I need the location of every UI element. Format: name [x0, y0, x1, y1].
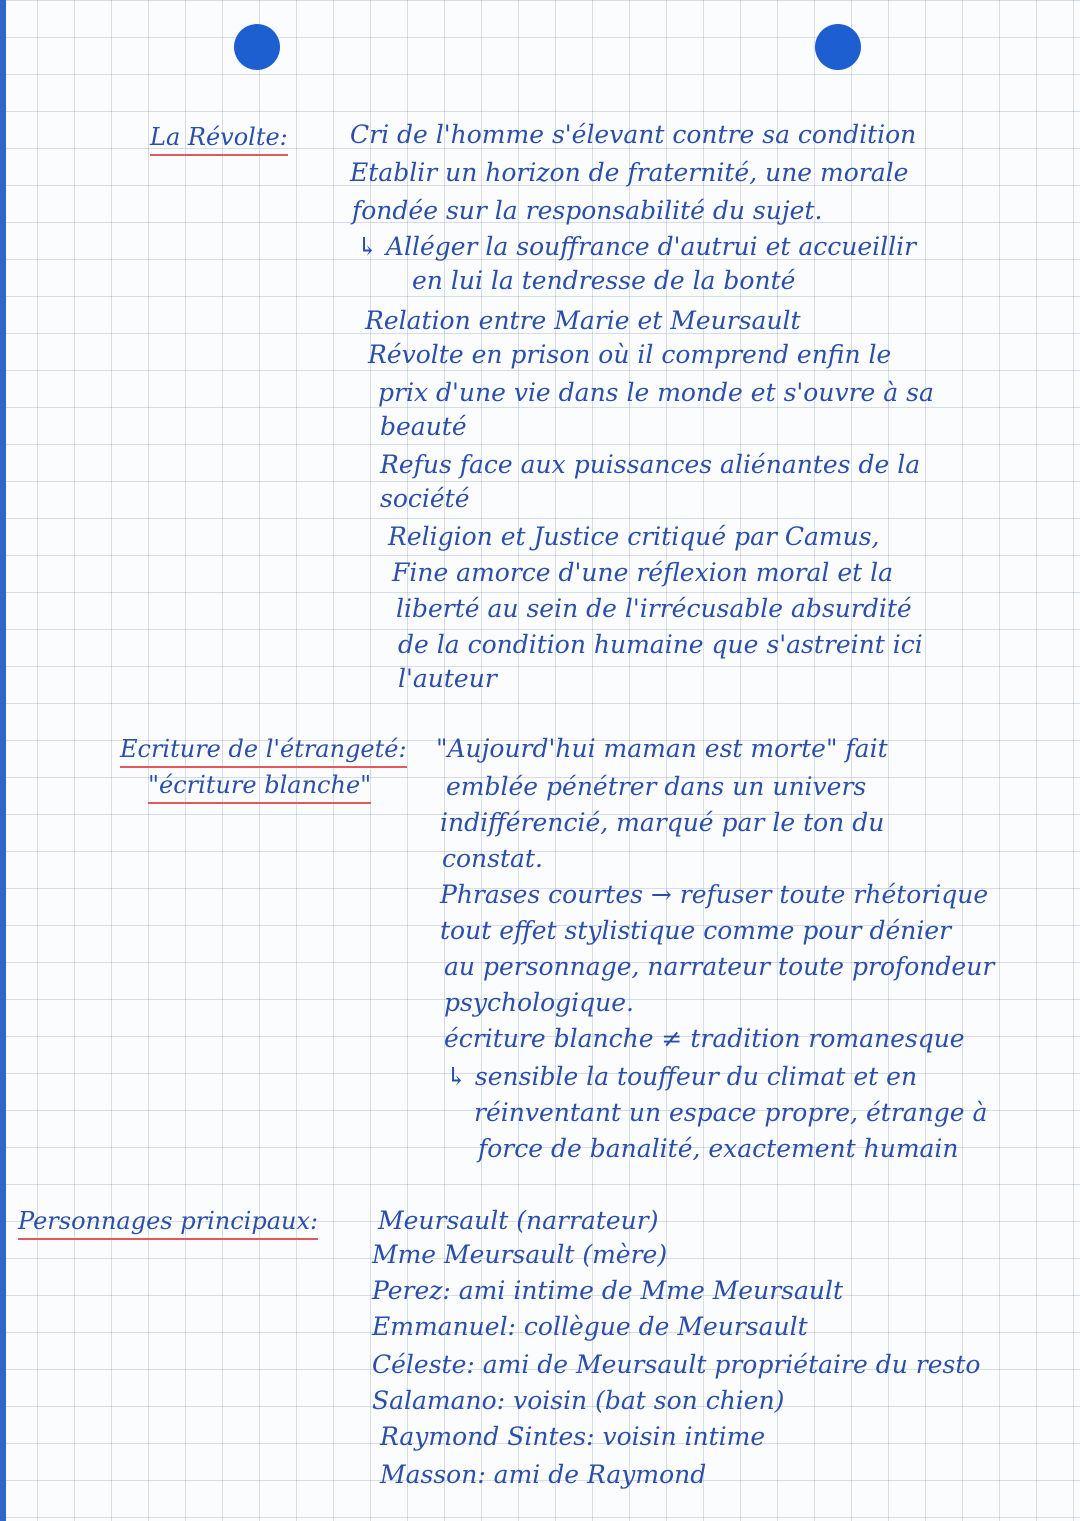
text-line: emblée pénétrer dans un univers	[446, 772, 867, 801]
text-line: Phrases courtes → refuser toute rhétorique	[440, 880, 989, 909]
text-line: Cri de l'homme s'élevant contre sa condition	[350, 120, 917, 149]
text-line: liberté au sein de l'irrécusable absurdité	[396, 594, 912, 623]
text-line: prix d'une vie dans le monde et s'ouvre à sa	[378, 378, 934, 407]
text-line: écriture blanche ≠ tradition romanesque	[444, 1024, 965, 1053]
text-line: réinventant un espace propre, étrange à	[474, 1098, 988, 1127]
text-line: Masson: ami de Raymond	[380, 1460, 707, 1489]
heading-revolte: La Révolte:	[150, 122, 288, 156]
text-line: Raymond Sintes: voisin intime	[380, 1422, 766, 1451]
heading-ecriture: Ecriture de l'étrangeté:	[120, 734, 407, 768]
text-line: en lui la tendresse de la bonté	[412, 266, 796, 295]
subheading-ecriture-blanche: "écriture blanche"	[148, 770, 371, 804]
text-line: Mme Meursault (mère)	[372, 1240, 668, 1269]
text-line: Religion et Justice critiqué par Camus,	[388, 522, 880, 551]
text-line: beauté	[380, 412, 467, 441]
text-line: Salamano: voisin (bat son chien)	[372, 1386, 785, 1415]
text-line: Meursault (narrateur)	[378, 1206, 659, 1235]
text-line: ↳ Alléger la souffrance d'autrui et accueillir	[357, 232, 917, 261]
text-line: tout effet stylistique comme pour dénier	[440, 916, 952, 945]
text-line: société	[380, 484, 470, 513]
text-line: Fine amorce d'une réflexion moral et la	[392, 558, 894, 587]
text-line: Emmanuel: collègue de Meursault	[372, 1312, 808, 1341]
text-line: force de banalité, exactement humain	[478, 1134, 959, 1163]
text-line: au personnage, narrateur toute profondeur	[444, 952, 995, 981]
text-line: Etablir un horizon de fraternité, une morale	[350, 158, 909, 187]
text-line: Céleste: ami de Meursault propriétaire du resto	[372, 1350, 981, 1379]
text-line: "Aujourd'hui maman est morte" fait	[436, 734, 888, 763]
text-line: constat.	[442, 844, 543, 873]
text-line: Révolte en prison où il comprend enfin le	[368, 340, 892, 369]
heading-personnages: Personnages principaux:	[18, 1206, 318, 1240]
text-line: ↳ sensible la touffeur du climat et en	[446, 1062, 918, 1091]
binder-hole-left	[234, 24, 280, 70]
text-line: Refus face aux puissances aliénantes de la	[380, 450, 921, 479]
text-line: indifférencié, marqué par le ton du	[440, 808, 885, 837]
text-line: Relation entre Marie et Meursault	[365, 306, 801, 335]
text-line: Perez: ami intime de Mme Meursault	[372, 1276, 844, 1305]
page-left-edge	[0, 0, 6, 1521]
text-line: fondée sur la responsabilité du sujet.	[352, 196, 823, 225]
text-line: de la condition humaine que s'astreint ici	[398, 630, 923, 659]
text-line: psychologique.	[444, 988, 635, 1017]
text-line: l'auteur	[398, 664, 497, 693]
binder-hole-right	[815, 24, 861, 70]
